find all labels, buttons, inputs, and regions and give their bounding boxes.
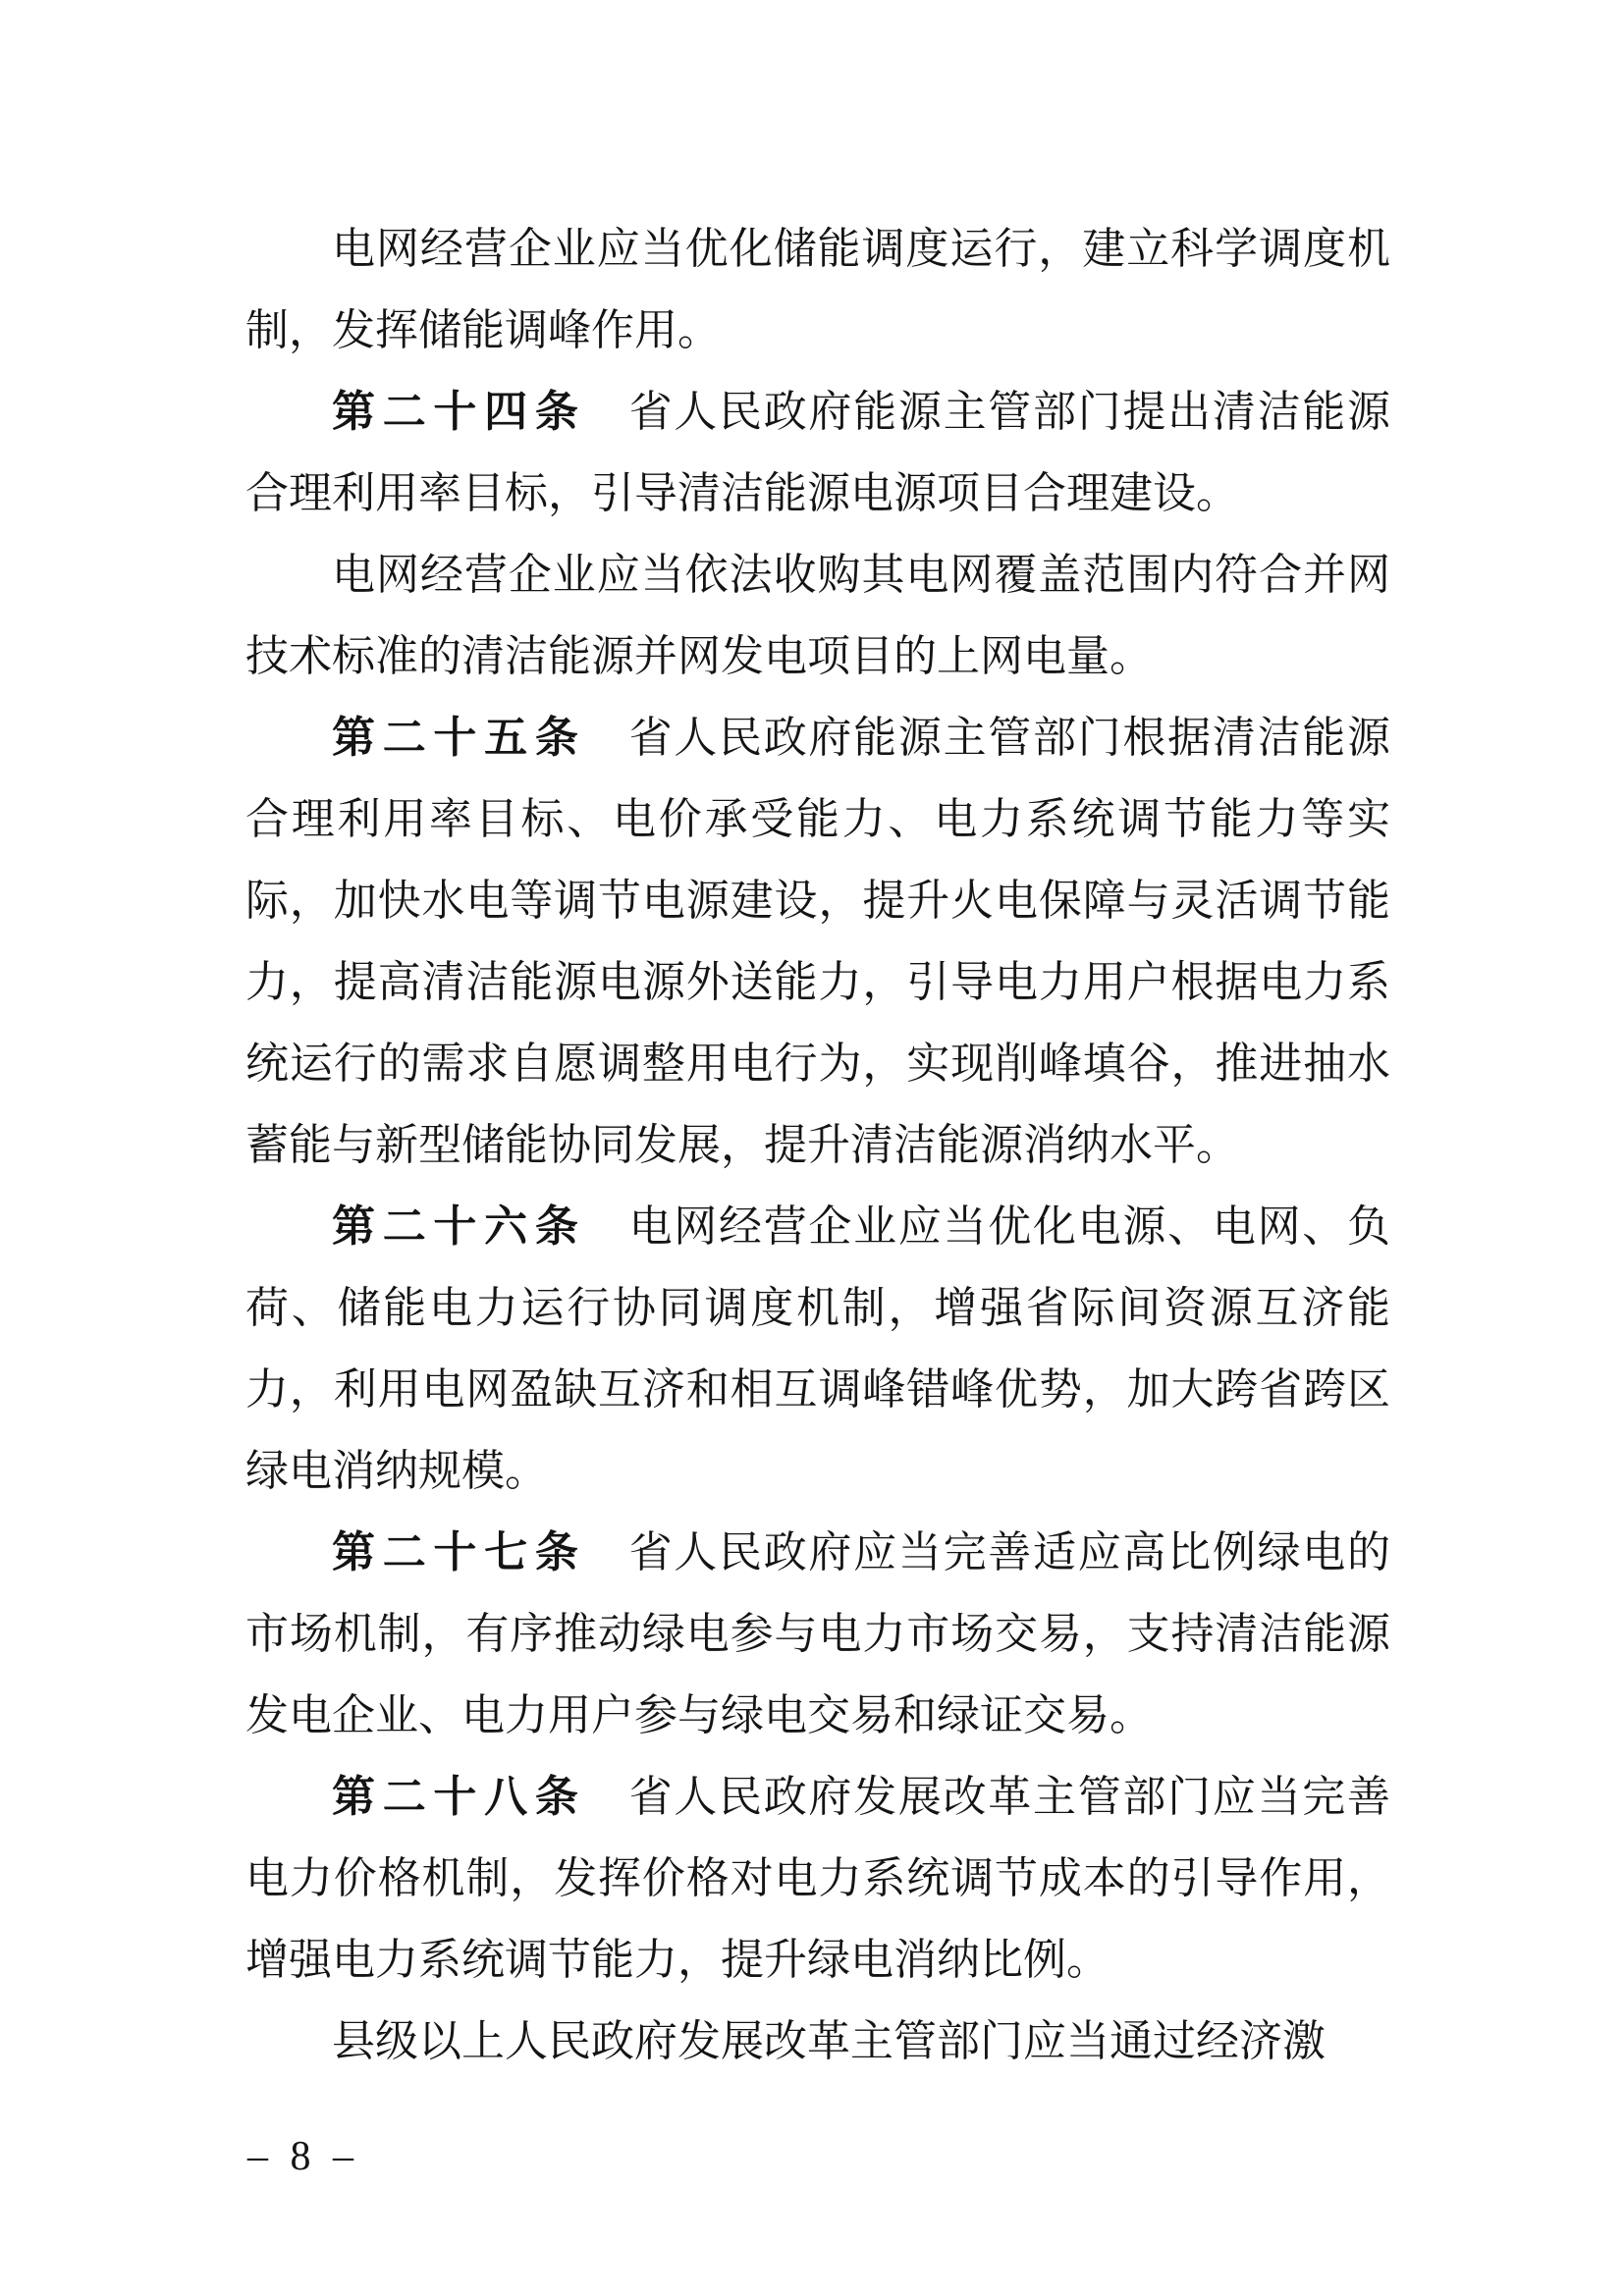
- document-paragraph: [245, 208, 1390, 371]
- paragraph-text: 电网经营企业应当依法收购其电网覆盖范围内符合并网技术标准的清洁能源并网发电项目的上网电量。: [245, 551, 1390, 680]
- page-number: – 8 –: [247, 2134, 359, 2179]
- document-content: [245, 208, 1390, 2082]
- paragraph-text: 省人民政府应当完善适应高比例绿电的市场机制，有序推动绿电参与电力市场交易，支持清洁能源发电企业、电力用户参与绿电交易和绿证交易。: [245, 1528, 1391, 1739]
- paragraph-text: 电网经营企业应当优化电源、电网、负荷、储能电力运行协同调度机制，增强省际间资源互济能力，利用电网盈缺互济和相互调峰错峰优势，加大跨省跨区绿电消纳规模。: [245, 1202, 1391, 1495]
- document-paragraph: [245, 371, 1390, 534]
- document-paragraph: [245, 2001, 1390, 2082]
- paragraph-text: 省人民政府能源主管部门提出清洁能源合理利用率目标，引导清洁能源电源项目合理建设。: [245, 388, 1391, 517]
- article-number: 第二十五条: [332, 714, 586, 762]
- article-number: 第二十八条: [332, 1773, 586, 1821]
- document-paragraph: [245, 1756, 1390, 2001]
- document-paragraph: [245, 1512, 1390, 1756]
- article-number: 第二十七条: [332, 1528, 586, 1576]
- paragraph-text: 电网经营企业应当优化储能调度运行，建立科学调度机制，发挥储能调峰作用。: [245, 225, 1390, 354]
- document-paragraph: [245, 697, 1390, 1186]
- paragraph-text: 省人民政府能源主管部门根据清洁能源合理利用率目标、电价承受能力、电力系统调节能力等实际，加快水电等调节电源建设，提升火电保障与灵活调节能力，提高清洁能源电源外送能力，引导电力用户根据电力系统运行的需求自愿调整用电行为，实现削峰填谷，推进抽水蓄能与新型储能协同发展，提升清洁能源消纳水平。: [245, 714, 1391, 1169]
- article-number: 第二十六条: [332, 1202, 586, 1251]
- document-paragraph: [245, 1186, 1390, 1512]
- document-paragraph: [245, 534, 1390, 697]
- paragraph-text: 省人民政府发展改革主管部门应当完善电力价格机制，发挥价格对电力系统调节成本的引导作用，增强电力系统调节能力，提升绿电消纳比例。: [245, 1773, 1391, 1984]
- paragraph-text: 县级以上人民政府发展改革主管部门应当通过经济激: [332, 2017, 1326, 2065]
- article-number: 第二十四条: [332, 388, 586, 436]
